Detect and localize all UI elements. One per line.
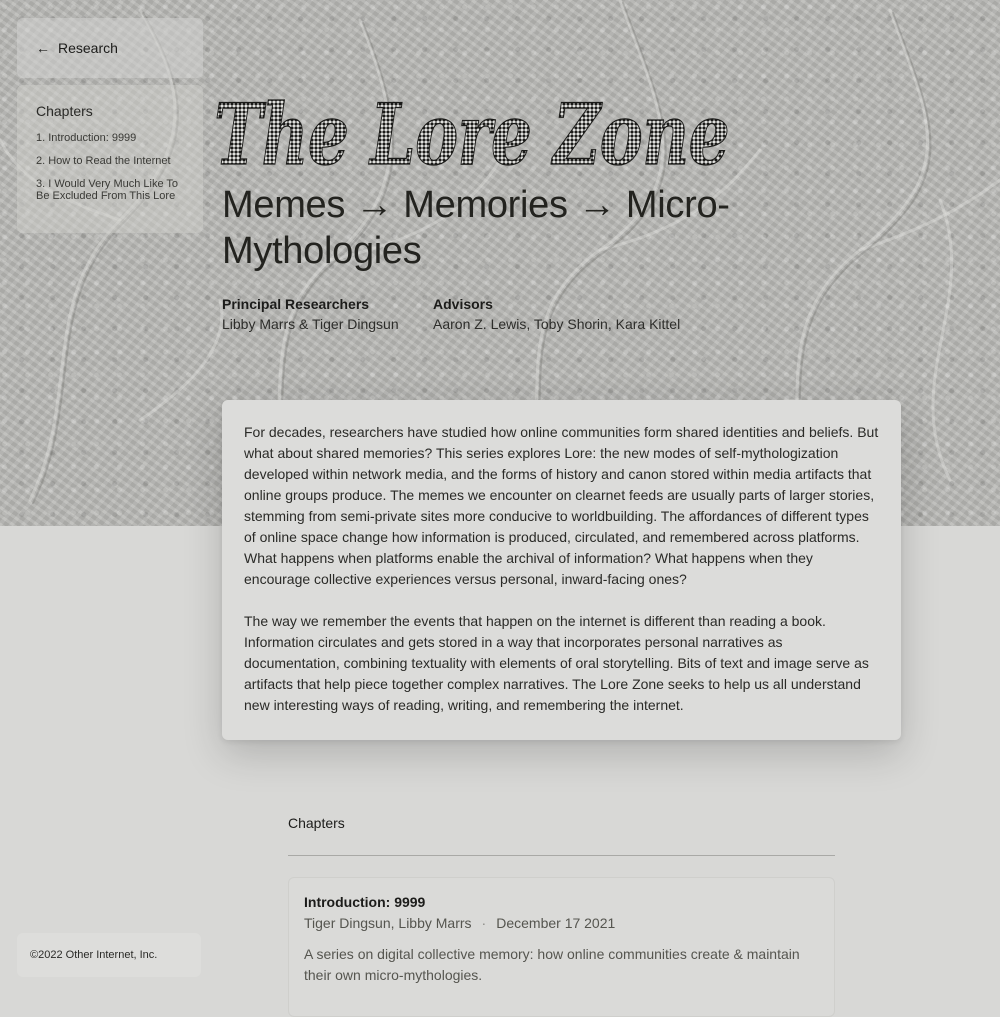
chapter-card-introduction[interactable] — [288, 877, 835, 1017]
arrow-left-icon: ← — [36, 40, 50, 56]
chapter-title: Introduction: 9999 — [304, 894, 426, 910]
sidebar-item-introduction[interactable]: 1. Introduction: 9999 — [36, 132, 137, 144]
chapter-description: A series on digital collective memory: how online communities create & maintain their own micro-mythologies. — [304, 946, 800, 983]
chapter-meta — [304, 915, 819, 931]
sidebar-item-excluded-lore[interactable]: 3. I Would Very Much Like To Be Excluded From This Lore — [36, 178, 179, 202]
principal-researchers-value: Libby Marrs & Tiger Dingsun — [222, 316, 399, 332]
back-to-research-link[interactable] — [17, 18, 203, 78]
sidebar-chapters — [17, 85, 203, 233]
intro-card — [222, 400, 901, 740]
footer — [17, 933, 201, 977]
back-label: Research — [58, 40, 118, 56]
meta-separator: · — [481, 915, 487, 931]
chapters-list-heading: Chapters — [288, 815, 345, 831]
sidebar-item-how-to-read[interactable]: 2. How to Read the Internet — [36, 155, 171, 167]
divider — [288, 855, 835, 856]
advisors-value: Aaron Z. Lewis, Toby Shorin, Kara Kittel — [433, 316, 681, 332]
principal-researchers — [222, 296, 399, 332]
sidebar-heading: Chapters — [36, 103, 93, 119]
advisors — [433, 296, 680, 332]
page-title-text: The Lore Zone — [214, 85, 729, 184]
page-title — [210, 82, 740, 184]
chapter-authors: Tiger Dingsun, Libby Marrs — [304, 915, 472, 931]
page-subtitle: Memes → Memories → Micro-Mythologies — [222, 184, 730, 272]
advisors-label: Advisors — [433, 296, 493, 312]
chapter-date: December 17 2021 — [496, 915, 616, 931]
intro-paragraph: For decades, researchers have studied how online communities form shared identities and beliefs. But what about shared memories? This series explores Lore: the new modes of self-mythologization developed within network media, and the forms of history and canon stored within media artifacts that online groups produce. The memes we encounter on clearnet feeds are usually parts of larger stories, stemming from semi-private sites more conducive to worldbuilding. The affordances of different types of online space change how information is produced, circulated, and remembered across platforms. What happens when platforms enable the archival of information? What happens when they encourage collective experiences versus personal, inward-facing ones? — [244, 424, 879, 587]
intro-paragraph: The way we remember the events that happen on the internet is different than reading a book. Information circulates and gets stored in a way that incorporates personal narratives as documentation, combining textuality with elements of oral storytelling. Bits of text and image serve as artifacts that help piece together complex narratives. The Lore Zone seeks to help us all understand new interesting ways of reading, writing, and remembering the internet. — [244, 613, 869, 713]
principal-researchers-label: Principal Researchers — [222, 296, 370, 312]
copyright: ©2022 Other Internet, Inc. — [30, 949, 158, 961]
